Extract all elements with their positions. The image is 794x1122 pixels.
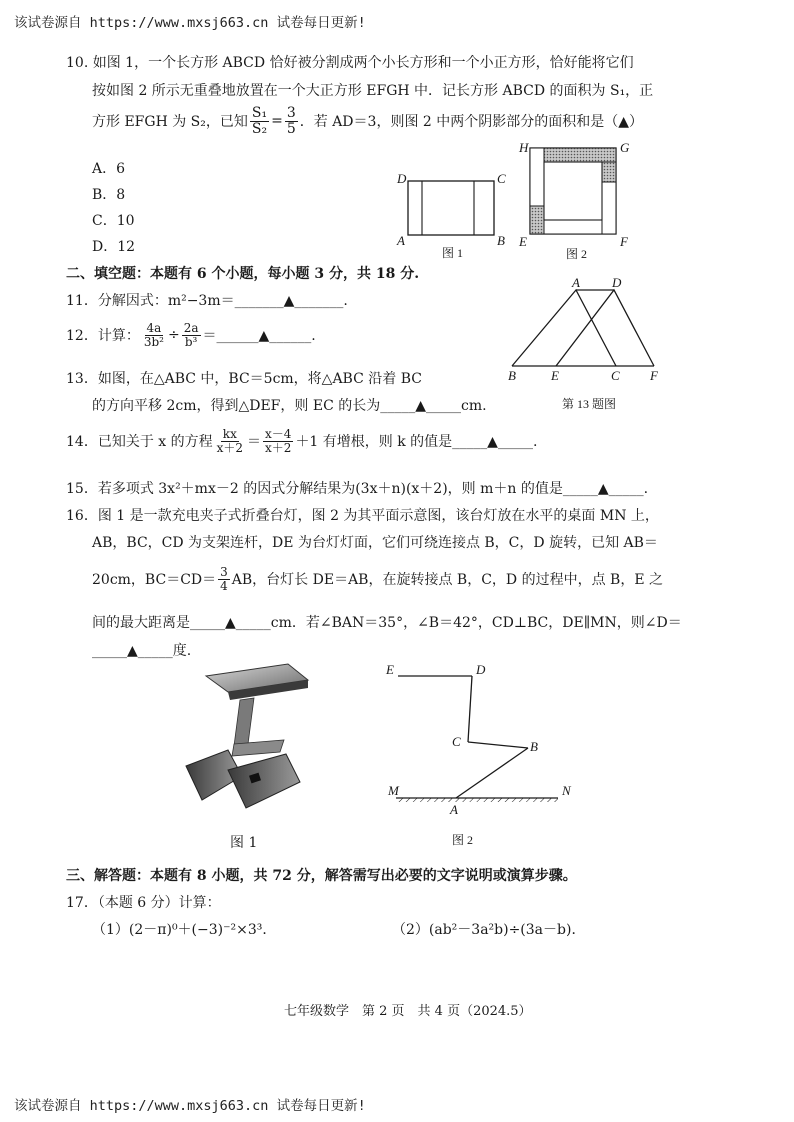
lamp-arm-upper (234, 698, 254, 746)
caption-fig2: 图 2 (566, 247, 588, 261)
q14-post: ＋1 有增根，则 k 的值是_____▲_____. (295, 434, 538, 451)
lamp-clip-right (228, 754, 300, 808)
q15: 15．若多项式 3x²＋mx－2 的因式分解结果为(3x＋n)(x＋2)，则 m＋n 的值是_____▲_____. (66, 481, 649, 497)
caption-fig1: 图 1 (442, 246, 464, 260)
label-f: F (650, 368, 658, 383)
shaded-region-bottom-left (530, 206, 544, 234)
q16-fig1-caption: 图 1 (230, 835, 258, 851)
triangle-def (556, 290, 654, 366)
label-g: G (620, 140, 630, 155)
q10-option-a: A．6 (92, 161, 126, 177)
q12-op: ÷ (167, 327, 180, 344)
q12-pre: 12．计算： (66, 328, 140, 345)
label-e: E (519, 234, 527, 249)
q11: 11．分解因式：m²−3m＝_______▲_______. (66, 293, 348, 309)
q14-f2-den: x＋2 (265, 440, 292, 455)
q16-figure-2 (380, 658, 580, 858)
label-e: E (386, 662, 394, 677)
label-a: A (572, 276, 580, 290)
q16-lamp-photo (176, 658, 326, 818)
segment-ba (456, 748, 528, 798)
q10-fraction-s1-s2 (250, 106, 269, 136)
q17-part2: （2）(ab²－3a²b)÷(3a－b)． (392, 922, 586, 938)
segment-cb (468, 742, 528, 748)
q10-fraction-3-5 (285, 106, 298, 136)
q12-f1-den: 3b² (143, 334, 164, 349)
q16-fraction (218, 566, 230, 592)
label-a: A (397, 233, 405, 248)
q12-f1-num: 4a (146, 321, 162, 335)
q14-fraction-2 (263, 428, 293, 454)
label-f: F (620, 234, 628, 249)
rect-abcd (408, 181, 494, 235)
q14-f2-num: x－4 (265, 427, 292, 441)
q16-line2: AB，BC，CD 为支架连杆，DE 为台灯灯面，它们可绕连接点 B，C，D 旋转，已知 AB＝ (92, 535, 658, 551)
label-b: B (530, 739, 538, 754)
page-footer: 七年级数学 第 2 页 共 4 页（2024.5） (284, 1004, 532, 1019)
q16-line3 (92, 566, 663, 592)
q17-part1: （1）(2－π)⁰＋(−3)⁻²×3³． (92, 922, 277, 938)
q14-fraction-1 (215, 428, 245, 454)
label-d: D (476, 662, 486, 677)
q12-post: ＝______▲______. (202, 328, 316, 345)
label-e: E (551, 368, 559, 383)
q12 (66, 322, 316, 348)
q16-line3-pre: 20cm，BC＝CD＝ (92, 572, 217, 589)
q10-option-b: B．8 (92, 187, 126, 203)
right-bar (602, 182, 616, 234)
q10-figure-2 (516, 138, 636, 264)
q10-line3-post: ．若 AD＝3，则图 2 中两个阴影部分的面积和是（▲） (299, 114, 644, 131)
q14 (66, 428, 537, 454)
q10-frac1-num: S₁ (251, 105, 268, 121)
caption-fig2: 图 2 (452, 833, 474, 847)
q12-f2-den: b³ (184, 334, 198, 349)
q16-f-num: 3 (220, 565, 228, 579)
label-m: M (388, 783, 399, 798)
q10-frac1-den: S₂ (251, 120, 268, 137)
q14-eq: ＝ (247, 434, 262, 451)
q10-line3-pre: 方形 EFGH 为 S₂，已知 (92, 114, 248, 131)
label-c: C (497, 171, 506, 186)
label-a: A (450, 802, 458, 817)
q10-option-d: D．12 (92, 239, 136, 255)
label-d: D (397, 171, 407, 186)
q13-figure (500, 276, 670, 414)
q17-title: 17．（本题 6 分）计算： (66, 895, 221, 911)
q10-frac2-den: 5 (286, 120, 296, 137)
label-b: B (497, 233, 505, 248)
label-c: C (611, 368, 620, 383)
q10-figure-1 (392, 165, 512, 263)
q14-f1-den: x＋2 (216, 440, 244, 455)
shaded-region-top (544, 148, 616, 162)
q16-f-den: 4 (220, 578, 228, 593)
q13-line2: 的方向平移 2cm，得到△DEF，则 EC 的长为_____▲_____cm. (92, 398, 487, 414)
q14-f1-num: kx (222, 427, 237, 441)
bottom-bar (544, 220, 602, 234)
inner-square (544, 162, 602, 220)
q12-fraction-2 (182, 322, 201, 348)
q10-line2: 按如图 2 所示无重叠地放置在一个大正方形 EFGH 中．记长方形 ABCD 的面积为 S₁，正 (92, 83, 654, 99)
q16-line3-post: AB，台灯长 DE＝AB，在旋转接点 B，C，D 的过程中，点 B，E 之 (231, 572, 664, 589)
q16-line4: 间的最大距离是_____▲_____cm．若∠BAN＝35°，∠B＝42°，CD⊥BC，DE∥MN，则∠D＝ (92, 615, 682, 631)
label-d: D (612, 276, 622, 290)
q10-line1: 10. 如图 1，一个长方形 ABCD 恰好被分割成两个小长方形和一个小正方形，恰好能将它们 (66, 55, 634, 71)
q12-fraction-1 (142, 322, 166, 348)
section2-title: 二、填空题：本题有 6 个小题，每小题 3 分，共 18 分. (66, 266, 420, 282)
label-n: N (562, 783, 571, 798)
q12-f2-num: 2a (183, 321, 199, 335)
segment-dc (468, 676, 472, 742)
label-c: C (452, 734, 461, 749)
watermark-bottom: 该试卷源自 https://www.mxsj663.cn 试卷每日更新! (14, 1098, 366, 1114)
section3-title: 三、解答题：本题有 8 小题，共 72 分，解答需写出必要的文字说明或演算步骤。 (66, 868, 577, 884)
q16-line1: 16．图 1 是一款充电夹子式折叠台灯，图 2 为其平面示意图，该台灯放在水平的桌面 MN 上， (66, 508, 659, 524)
table-hatching (396, 798, 558, 802)
q14-pre: 14．已知关于 x 的方程 (66, 434, 213, 451)
q10-frac2-num: 3 (286, 105, 296, 121)
q16-line5: _____▲_____度. (92, 643, 192, 659)
q10-option-c: C．10 (92, 213, 135, 229)
q13-line1: 13．如图，在△ABC 中，BC＝5cm，将△ABC 沿着 BC (66, 371, 422, 387)
shaded-region-right (602, 162, 616, 182)
q10-eq: = (271, 113, 283, 130)
label-b: B (508, 368, 516, 383)
watermark-top: 该试卷源自 https://www.mxsj663.cn 试卷每日更新! (14, 15, 366, 31)
caption-q13: 第 13 题图 (562, 397, 617, 411)
q10-line3 (92, 106, 643, 136)
label-h: H (519, 140, 529, 155)
